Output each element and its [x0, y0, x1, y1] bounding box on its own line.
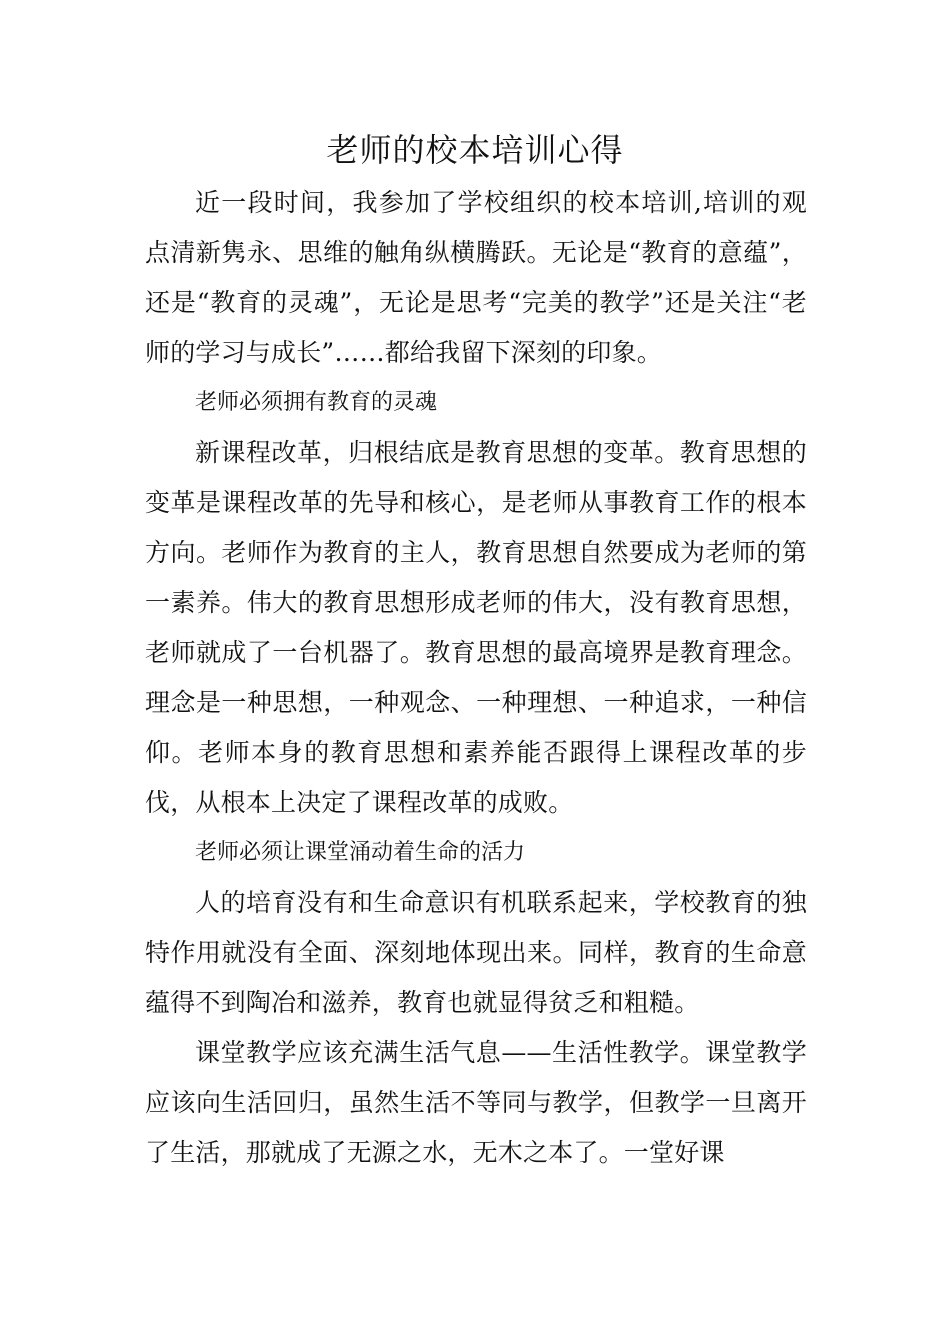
- paragraph-life-awareness: 人的培育没有和生命意识有机联系起来，学校教育的独特作用就没有全面、深刻地体现出来。同样，教育的生命意蕴得不到陶冶和滋养，教育也就显得贫乏和粗糙。: [145, 888, 807, 1017]
- paragraph-curriculum-reform: 新课程改革，归根结底是教育思想的变革。教育思想的变革是课程改革的先导和核心，是老师从事教育工作的根本方向。老师作为教育的主人，教育思想自然要成为老师的第一素养。伟大的教育思想形成老师的伟大，没有教育思想，老师就成了一台机器了。教育思想的最高境界是教育理念。理念是一种思想，一种观念、一种理想、一种追求，一种信仰。老师本身的教育思想和素养能否跟得上课程改革的步伐，从根本上决定了课程改革的成败。: [145, 438, 807, 817]
- section-heading-vitality: 老师必须让课堂涌动着生命的活力: [195, 840, 526, 865]
- document-body: [145, 178, 807, 1178]
- section-heading-soul: 老师必须拥有教育的灵魂: [195, 390, 438, 415]
- document-title: 老师的校本培训心得: [326, 131, 624, 169]
- paragraph-intro: 近一段时间，我参加了学校组织的校本培训,培训的观点清新隽永、思维的触角纵横腾跃。无论是“教育的意蕴”，还是“教育的灵魂”，无论是思考“完美的教学”还是关注“老师的学习与成长”……都给我留下深刻的印象。: [145, 188, 807, 367]
- paragraph-classroom-life: 课堂教学应该充满生活气息——生活性教学。课堂教学应该向生活回归，虽然生活不等同与教学，但教学一旦离开了生活，那就成了无源之水，无木之本了。一堂好课: [145, 1038, 807, 1167]
